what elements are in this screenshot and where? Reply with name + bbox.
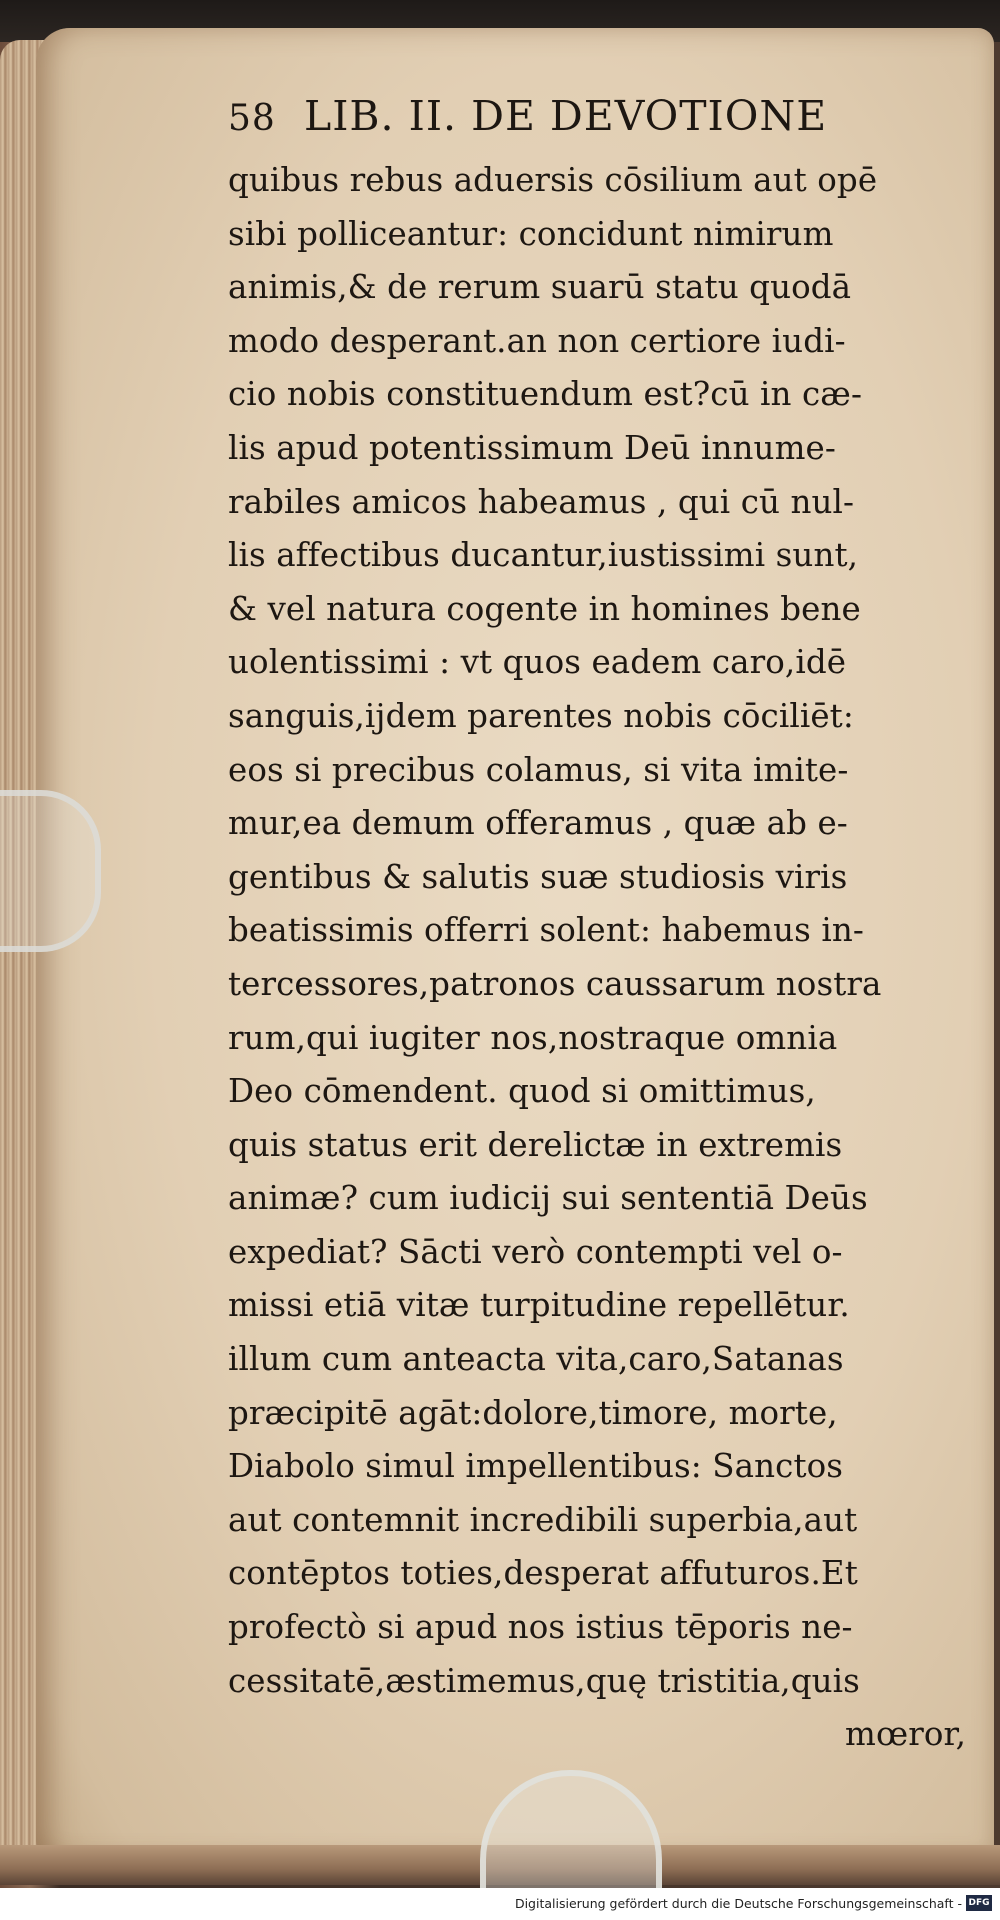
text-line: animis,& de rerum suarū statu quodā xyxy=(228,268,852,307)
text-line: sanguis,ijdem parentes nobis cōciliēt: xyxy=(228,696,854,735)
text-line: gentibus & salutis suæ studiosis viris xyxy=(228,857,848,896)
text-line: aut contemnit incredibili superbia,aut xyxy=(228,1500,858,1539)
text-line: lis affectibus ducantur,iustissimi sunt, xyxy=(228,536,859,575)
text-line: cio nobis constituendum est?cū in cæ- xyxy=(228,375,863,414)
text-line: animæ? cum iudicij sui sententiā Deūs xyxy=(228,1179,868,1218)
text-line: mur,ea demum offeramus , quæ ab e- xyxy=(228,804,848,843)
text-line: quibus rebus aduersis cōsilium aut opē xyxy=(228,161,878,199)
funding-credit: Digitalisierung gefördert durch die Deutsche Forschungsgemeinschaft - xyxy=(514,1896,962,1911)
text-line: uolentissimi : vt quos eadem caro,idē xyxy=(228,643,847,682)
text-line: modo desperant.an non certiore iudi- xyxy=(228,321,846,360)
text-line: rum,qui iugiter nos,nostraque omnia xyxy=(228,1018,838,1057)
page-number: 58 xyxy=(228,98,276,139)
page-header xyxy=(228,92,968,154)
body-text xyxy=(228,154,968,1708)
text-line: beatissimis offerri solent: habemus in- xyxy=(228,911,864,950)
text-line: illum cum anteacta vita,caro,Satanas xyxy=(228,1340,844,1379)
digitization-footer xyxy=(0,1888,1000,1920)
catchword-row xyxy=(228,1708,968,1762)
text-line: expediat? Sācti verò contempti vel o- xyxy=(228,1232,843,1271)
text-line: profectò si apud nos istius tēporis ne- xyxy=(228,1608,853,1647)
text-line: Diabolo simul impellentibus: Sanctos xyxy=(228,1447,844,1486)
dfg-logo: DFG xyxy=(966,1895,992,1911)
text-line: rabiles amicos habeamus , qui cū nul- xyxy=(228,482,855,521)
text-line: lis apud potentissimum Deū innume- xyxy=(228,428,836,467)
text-line: contēptos toties,desperat affuturos.Et xyxy=(228,1554,858,1593)
text-line: cessitatē,æstimemus,quę tristitia,quis xyxy=(228,1661,860,1700)
left-clip xyxy=(0,790,101,952)
text-line: sibi polliceantur: concidunt nimirum xyxy=(228,214,834,253)
running-title: LIB. II. DE DEVOTIONE xyxy=(304,92,828,140)
text-line: eos si precibus colamus, si vita imite- xyxy=(228,750,849,789)
text-line: tercessores,patronos caussarum nostra xyxy=(228,964,882,1003)
text-line: præcipitē agāt:dolore,timore, morte, xyxy=(228,1393,838,1432)
text-line: missi etiā vitæ turpitudine repellētur. xyxy=(228,1286,850,1325)
text-line: Deo cōmendent. quod si omittimus, xyxy=(228,1072,816,1111)
text-line: quis status erit derelictæ in extremis xyxy=(228,1125,843,1164)
text-block xyxy=(228,92,968,1762)
text-line: & vel natura cogente in homines bene xyxy=(228,589,861,628)
catchword: mœror, xyxy=(845,1715,966,1754)
